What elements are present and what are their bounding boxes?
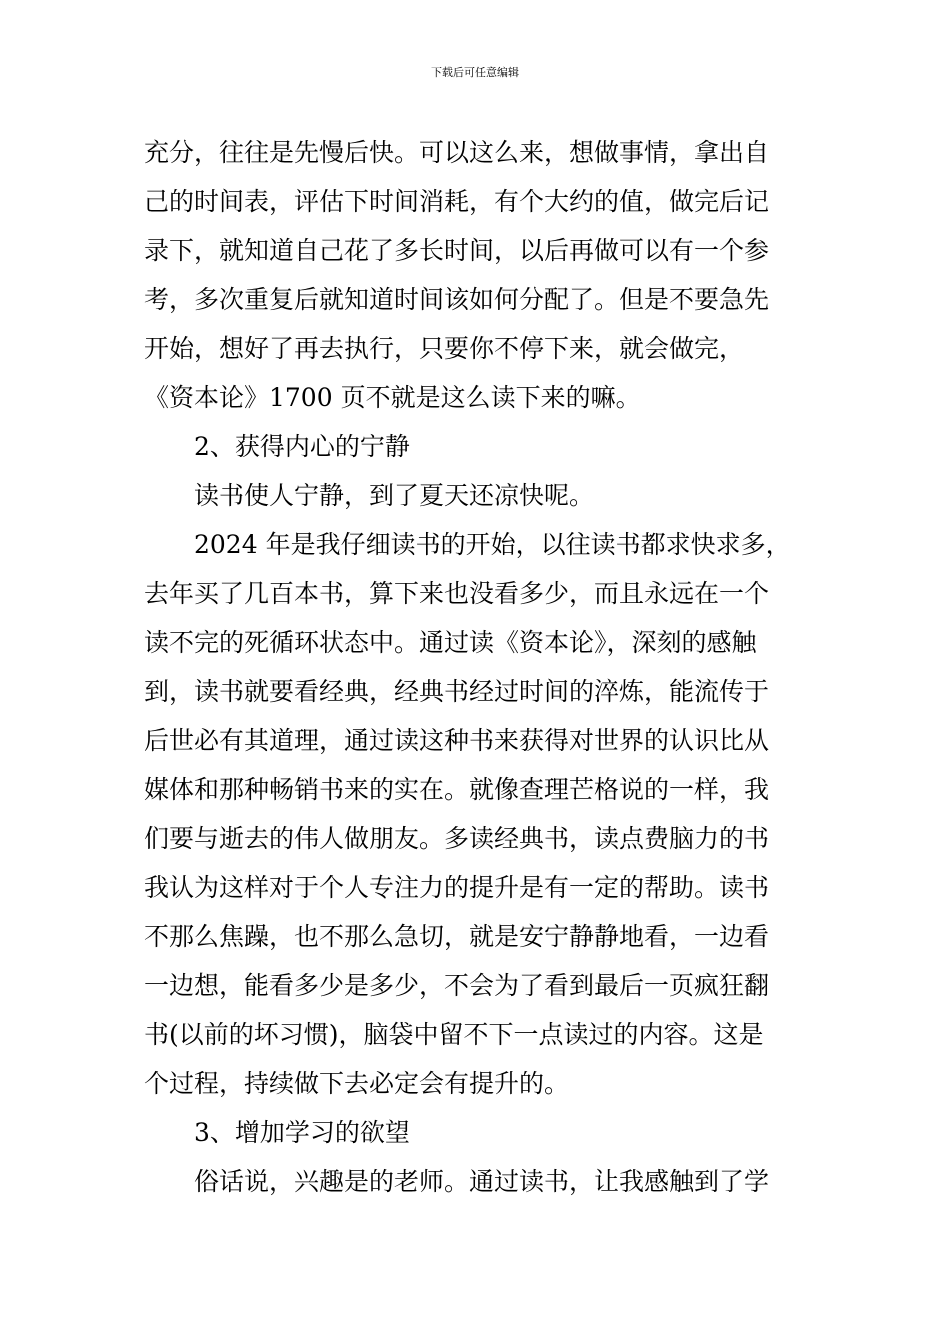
body-text [144, 128, 806, 1206]
text-line: 一边想，能看多少是多少，不会为了看到最后一页疯狂翻 [144, 971, 770, 1000]
text-line: 读书使人宁静，到了夏天还凉快呢。 [194, 481, 595, 510]
text-line: 去年买了几百本书，算下来也没看多少，而且永远在一个 [144, 579, 770, 608]
text-line: 录下，就知道自己花了多长时间，以后再做可以有一个参 [144, 236, 770, 265]
text-line: 后世必有其道理，通过读这种书来获得对世界的认识比从 [144, 726, 770, 755]
text-line: 不那么焦躁，也不那么急切，就是安宁静静地看，一边看 [144, 922, 770, 951]
text-line: 到，读书就要看经典，经典书经过时间的淬炼，能流传于 [144, 677, 770, 706]
page-header: 下载后可任意编辑 [431, 66, 519, 79]
text-line: 《资本论》1700 页不就是这么读下来的嘛。 [144, 383, 641, 412]
text-line: 俗话说，兴趣是的老师。通过读书，让我感触到了学 [194, 1167, 770, 1196]
text-line: 书(以前的坏习惯)，脑袋中留不下一点读过的内容。这是 [144, 1020, 764, 1049]
text-line: 开始，想好了再去执行，只要你不停下来，就会做完， [144, 334, 745, 363]
text-line: 媒体和那种畅销书来的实在。就像查理芒格说的一样，我 [144, 775, 770, 804]
text-line: 们要与逝去的伟人做朋友。多读经典书，读点费脑力的书 [144, 824, 770, 853]
text-line: 3、增加学习的欲望 [194, 1118, 410, 1147]
text-line: 读不完的死循环状态中。通过读《资本论》，深刻的感触 [144, 628, 757, 657]
text-line: 我认为这样对于个人专注力的提升是有一定的帮助。读书 [144, 873, 770, 902]
text-line: 己的时间表，评估下时间消耗，有个大约的值，做完后记 [144, 187, 770, 216]
text-line: 充分，往往是先慢后快。可以这么来，想做事情，拿出自 [144, 138, 770, 167]
text-line: 个过程，持续做下去必定会有提升的。 [144, 1069, 570, 1098]
text-line: 考，多次重复后就知道时间该如何分配了。但是不要急先 [144, 285, 770, 314]
text-line: 2、获得内心的宁静 [194, 432, 410, 461]
text-line: 2024 年是我仔细读书的开始，以往读书都求快求多， [194, 530, 791, 559]
